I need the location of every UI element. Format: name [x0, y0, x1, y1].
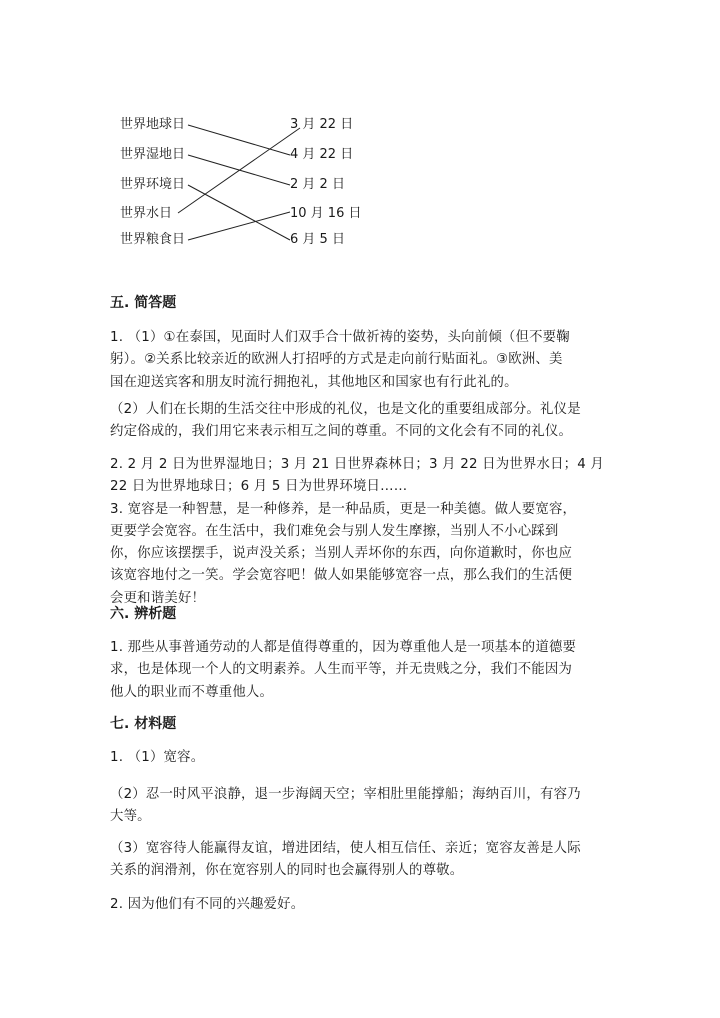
right-item-date-3: 2 月 2 日	[290, 177, 345, 192]
left-item-earth-day: 世界地球日	[120, 117, 186, 132]
right-item-date-1: 3 月 22 日	[290, 117, 354, 132]
answer-5-2-3	[110, 454, 610, 610]
text-line: （2）忍一时风平浪静，退一步海阔天空；宰相肚里能撑船；海纳百川，有容乃	[110, 787, 581, 802]
match-line-water	[178, 128, 300, 213]
text-line: 2. 因为他们有不同的兴趣爱好。	[110, 897, 305, 912]
text-line: 更要学会宽容。在生活中，我们难免会与别人发生摩擦，当别人不小心踩到	[110, 523, 559, 539]
text-line: 大等。	[110, 809, 151, 825]
text-line: 1. （1）①在泰国，见面时人们双手合十做祈祷的姿势，头向前倾（但不要鞠	[110, 330, 570, 345]
section-heading-material: 七. 材料题	[110, 716, 177, 732]
text-line: 1. 那些从事普通劳动的人都是值得尊重的，因为尊重他人是一项基本的道德要	[110, 640, 577, 655]
text-line: 求，也是体现一个人的文明素养。人生而平等，并无贵贱之分，我们不能因为	[110, 662, 573, 678]
answer-7-1-part2	[110, 784, 610, 829]
match-line-food	[188, 212, 290, 240]
right-item-date-2: 4 月 22 日	[290, 147, 354, 162]
right-item-date-5: 6 月 5 日	[290, 232, 345, 247]
answer-7-1-part1	[110, 747, 610, 769]
text-line: 3. 宽容是一种智慧，是一种修养，是一种品质，更是一种美德。做人要宽容，	[110, 501, 577, 517]
text-line: 2. 2 月 2 日为世界湿地日；3 月 21 日世界森林日；3 月 22 日为世界水日；4 月	[110, 457, 605, 472]
text-line: 关系的润滑剂，你在宽容别人的同时也会赢得别人的尊敬。	[110, 863, 464, 879]
match-line-earth	[188, 125, 290, 155]
text-line: 会更和谐美好！	[110, 590, 206, 606]
text-line: 22 日为世界地球日；6 月 5 日为世界环境日……	[110, 479, 408, 495]
text-line: 约定俗成的，我们用它来表示相互之间的尊重。不同的文化会有不同的礼仪。	[110, 424, 573, 440]
text-line: 他人的职业而不尊重他人。	[110, 684, 274, 700]
text-line: 1. （1）宽容。	[110, 750, 205, 765]
left-item-wetland-day: 世界湿地日	[120, 147, 186, 162]
left-item-environment-day: 世界环境日	[120, 177, 186, 192]
answer-6-1	[110, 637, 610, 704]
answer-5-1-part1	[110, 327, 610, 394]
section-heading-analysis: 六. 辨析题	[110, 606, 177, 622]
answer-7-1-part3	[110, 838, 610, 883]
text-line: 该宽容地付之一笑。学会宽容吧！做人如果能够宽容一点，那么我们的生活便	[110, 568, 573, 584]
left-item-water-day: 世界水日	[120, 206, 173, 221]
matching-lines	[0, 0, 720, 260]
answer-5-1-part2	[110, 399, 610, 444]
section-heading-short-answer: 五. 简答题	[110, 295, 177, 311]
match-line-environment	[188, 185, 290, 240]
answer-7-2	[110, 894, 610, 916]
text-line: （2）人们在长期的生活交往中形成的礼仪，也是文化的重要组成部分。礼仪是	[110, 402, 581, 417]
matching-exercise	[0, 0, 720, 260]
text-line: 躬）。②关系比较亲近的欧洲人打招呼的方式是走向前行贴面礼。③欧洲、美	[110, 352, 563, 368]
text-line: 你，你应该摆摆手，说声没关系；当别人弄坏你的东西，向你道歉时，你也应	[110, 546, 573, 562]
text-line: 国在迎送宾客和朋友时流行拥抱礼，其他地区和国家也有行此礼的。	[110, 374, 518, 390]
right-item-date-4: 10 月 16 日	[290, 206, 362, 221]
text-line: （3）宽容待人能赢得友谊，增进团结，使人相互信任、亲近；宽容友善是人际	[110, 841, 581, 856]
left-item-food-day: 世界粮食日	[120, 232, 186, 247]
